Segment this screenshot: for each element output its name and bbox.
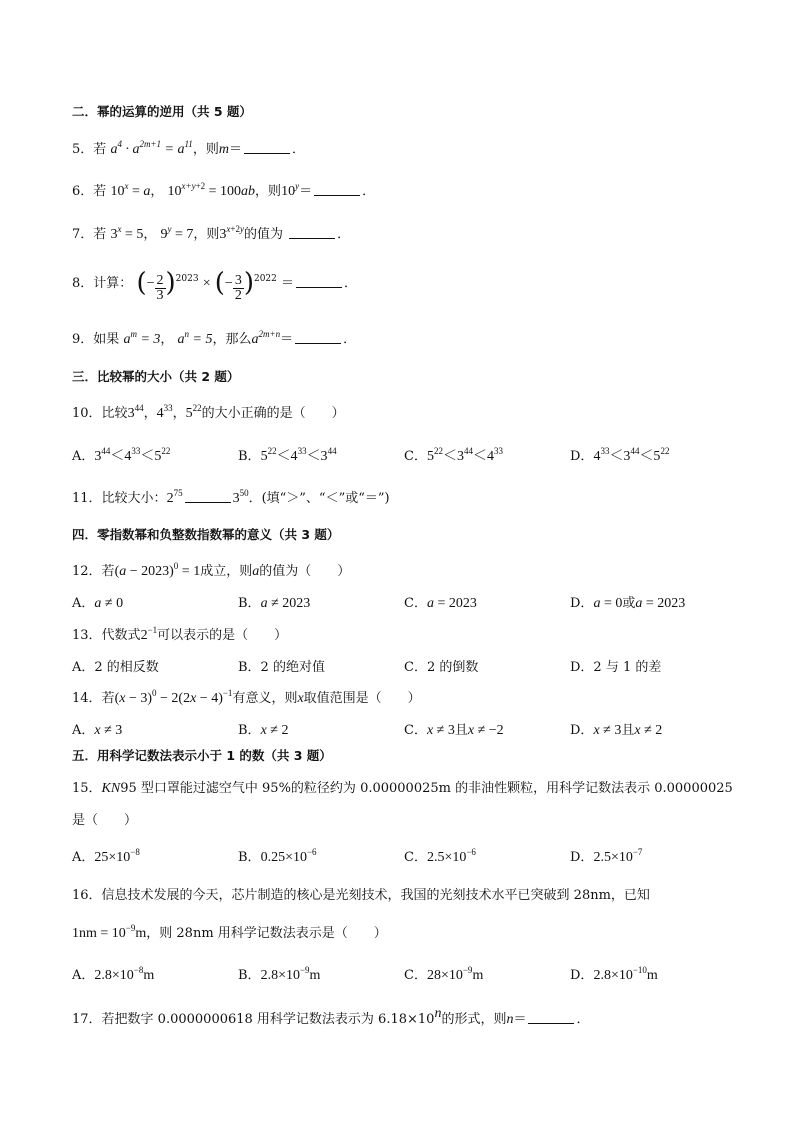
option-c[interactable]: C．$5^{22}<3^{44}<4^{33}$ xyxy=(404,446,503,464)
option-a[interactable]: A．$25\times 10^{-8}$ xyxy=(72,847,140,865)
question-16: 16．信息技术发展的今天，芯片制造的核心是光刻技术，我国的光刻技术水平已突破到 28nm，已知 xyxy=(72,888,650,903)
math-expression: $(x - 3)^0 - 2(2x - 4)^{-1}$ xyxy=(114,688,233,706)
question-16-cont: $1nm = 10^{-9}m$，则 28nm 用科学记数法表示是（ ） xyxy=(72,923,387,941)
question-10: 10．比较$3^{44}$，$4^{33}$，$5^{22}$的大小正确的是（ ） xyxy=(72,403,345,421)
option-c[interactable]: C．2 的倒数 xyxy=(404,660,479,675)
math-expression: $10^{x+y+2} = 100ab$ xyxy=(167,181,256,199)
option-c[interactable]: C．$2.5\times 10^{-6}$ xyxy=(404,847,476,865)
math-expression: $5^{22}$ xyxy=(185,403,202,421)
question-8: 8．计算： (− $\frac{2}{3}$ )$^{2023}$ × (− $\frac{3}{2}$ )$^{2022}$ ＝ ． xyxy=(72,268,358,303)
section-heading-5: 五．用科学记数法表示小于 1 的数（共 3 题） xyxy=(72,748,332,763)
question-15: 15．KN95 型口罩能过滤空气中 95%的粒径约为 0.00000025m 的非油性颗粒，用科学记数法表示 0.00000025 xyxy=(72,781,733,796)
option-a[interactable]: A．$2.8\times 10^{-8}m$ xyxy=(72,965,155,983)
option-d[interactable]: D．$2.8\times 10^{-10}m$ xyxy=(570,965,658,983)
option-a[interactable]: A．$3^{44}<4^{33}<5^{22}$ xyxy=(72,446,171,464)
math-expression: $2^{-1}$ xyxy=(140,625,158,643)
answer-blank[interactable] xyxy=(289,226,335,239)
question-14: 14．若$(x - 3)^0 - 2(2x - 4)^{-1}$有意义，则x取值范围是（ ） xyxy=(72,688,421,706)
option-b[interactable]: B．$5^{22}<4^{33}<3^{44}$ xyxy=(238,446,337,464)
section-heading-3: 三．比较幂的大小（共 2 题） xyxy=(72,369,240,384)
answer-blank[interactable] xyxy=(295,331,341,344)
option-c[interactable]: C．$28\times 10^{-9}m$ xyxy=(404,965,484,983)
math-expression: $3^{x+2y}$ xyxy=(219,224,244,242)
option-b[interactable]: B．x ≠ 2 xyxy=(238,723,289,738)
option-d[interactable]: D．$4^{33}<3^{44}<5^{22}$ xyxy=(570,446,670,464)
option-b[interactable]: B．2 的绝对值 xyxy=(238,660,325,675)
answer-blank[interactable] xyxy=(185,490,231,503)
option-c[interactable]: C．a = 2023 xyxy=(404,596,477,611)
math-expression: $9^y = 7$ xyxy=(160,224,194,242)
section-heading-4: 四．零指数幂和负整数指数幂的意义（共 3 题） xyxy=(72,527,340,542)
section-heading-2: 二．幂的运算的逆用（共 5 题） xyxy=(72,104,252,119)
question-9: 9．如果 $a^m = 3$， $a^n = 5$，那么$a^{2m+n}=$ ． xyxy=(72,329,357,347)
answer-blank[interactable] xyxy=(296,275,342,288)
option-b[interactable]: B．$2.8\times 10^{-9}m$ xyxy=(238,965,321,983)
math-expression: $(a - 2023)^0 = 1$ xyxy=(114,561,201,579)
math-expression: (− $\frac{2}{3}$ )$^{2023}$ × (− $\frac{3}{2}$ )$^{2022}$ xyxy=(136,268,277,303)
option-d[interactable]: D．a = 0或a = 2023 xyxy=(570,596,686,611)
math-expression: $3^{44}$ xyxy=(127,403,144,421)
math-expression: $a^4 \cdot a^{2m+1} = a^{11}$ xyxy=(110,139,193,157)
math-expression: $a^n = 5$ xyxy=(177,329,213,347)
option-b[interactable]: B．$0.25\times 10^{-6}$ xyxy=(238,847,317,865)
question-7: 7．若 $3^x = 5$， $9^y = 7$，则$3^{x+2y}$的值为 ． xyxy=(72,224,351,242)
answer-blank[interactable] xyxy=(244,141,290,154)
answer-blank[interactable] xyxy=(528,1011,574,1024)
question-11: 11．比较大小：$2^{75}$ $3^{50}$．(填“＞”、“＜”或“＝”) xyxy=(72,488,390,506)
question-6: 6．若 $10^x = a$， $10^{x+y+2} = 100ab$，则$10^y=$ ． xyxy=(72,181,376,199)
question-13: 13．代数式$2^{-1}$可以表示的是（ ） xyxy=(72,625,288,643)
option-b[interactable]: B．a ≠ 2023 xyxy=(238,596,311,611)
option-d[interactable]: D．2 与 1 的差 xyxy=(570,660,662,675)
math-expression: $10^x = a$ xyxy=(110,181,151,199)
question-15-cont: 是（ ） xyxy=(72,813,138,828)
answer-blank[interactable] xyxy=(314,183,360,196)
math-expression: $3^x = 5$ xyxy=(110,224,144,242)
option-a[interactable]: A．x ≠ 3 xyxy=(72,723,123,738)
math-expression: $a^{2m+n}$ xyxy=(251,329,281,347)
math-expression: $3^{50}$ xyxy=(232,488,249,506)
option-a[interactable]: A．2 的相反数 xyxy=(72,660,159,675)
option-a[interactable]: A．a ≠ 0 xyxy=(72,596,124,611)
option-d[interactable]: D．$2.5\times 10^{-7}$ xyxy=(570,847,643,865)
question-17: 17．若把数字 0.0000000618 用科学记数法表示为 $6.18\times 10^n$的形式，则n＝ ． xyxy=(72,1006,590,1027)
question-12: 12．若$(a - 2023)^0 = 1$成立，则a的值为（ ） xyxy=(72,561,351,579)
math-expression: $1nm = 10^{-9}m$ xyxy=(72,923,147,941)
math-expression: 10$^y$ xyxy=(281,181,300,199)
option-d[interactable]: D．x ≠ 3且x ≠ 2 xyxy=(570,723,663,738)
question-5: 5．若 $a^4 \cdot a^{2m+1} = a^{11}$，则m＝ ． xyxy=(72,139,305,157)
math-expression: $4^{33}$ xyxy=(156,403,173,421)
math-expression: $2^{75}$ xyxy=(166,488,183,506)
option-c[interactable]: C．x ≠ 3且x ≠ −2 xyxy=(404,723,504,738)
math-expression: $a^m = 3$ xyxy=(123,329,161,347)
